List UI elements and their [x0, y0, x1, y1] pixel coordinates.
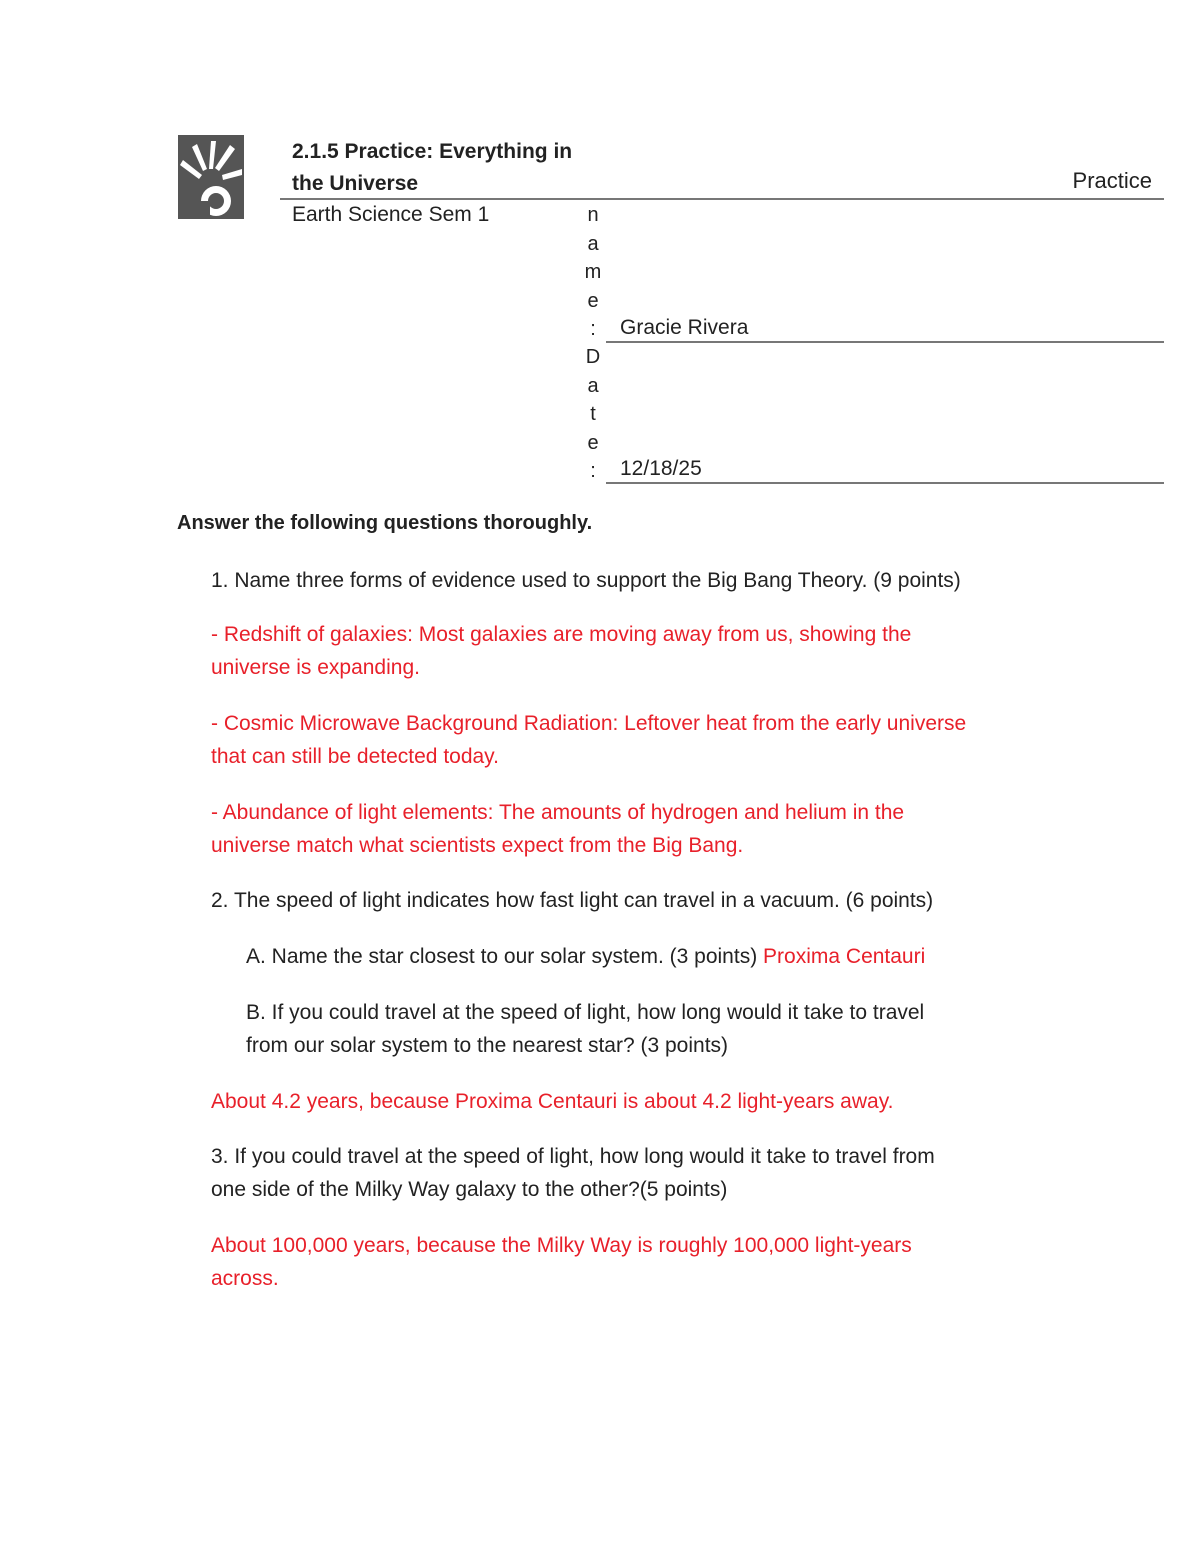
q1-answer-3: - Abundance of light elements: The amounts of hydrogen and helium in the universe match what scientists expect from the Big Bang. [211, 801, 905, 857]
page-title: 2.1.5 Practice: Everything in the Universe [292, 140, 573, 195]
question-2a: A. Name the star closest to our solar system. (3 points) Proxima Centauri [246, 945, 926, 968]
question-1: 1. Name three forms of evidence used to support the Big Bang Theory. (9 points) [211, 569, 961, 592]
question-2: 2. The speed of light indicates how fast light can travel in a vacuum. (6 points) [211, 889, 934, 912]
q1-answer-2: - Cosmic Microwave Background Radiation: Leftover heat from the early universe that can still be detected today. [211, 712, 967, 768]
date-label: D a t e : [585, 346, 601, 482]
question-2b: B. If you could travel at the speed of light, how long would it take to travel from our solar system to the nearest star? (3 points) [246, 1001, 925, 1057]
q1-answer-1: - Redshift of galaxies: Most galaxies are moving away from us, showing the universe is expanding. [211, 623, 912, 679]
publisher-logo-icon [178, 135, 244, 219]
course-name: Earth Science Sem 1 [292, 203, 490, 226]
date-value: 12/18/25 [620, 457, 702, 480]
question-3: 3. If you could travel at the speed of light, how long would it take to travel from one side of the Milky Way galaxy to the other?(5 points) [211, 1145, 935, 1201]
document-type-label: Practice [1072, 168, 1152, 193]
name-value: Gracie Rivera [620, 316, 749, 339]
name-label: n a m e : [584, 204, 602, 340]
date-underline [606, 482, 1164, 484]
q2b-answer: About 4.2 years, because Proxima Centauri is about 4.2 light-years away. [211, 1090, 894, 1113]
instructions: Answer the following questions thoroughly. [177, 512, 593, 534]
name-underline [606, 341, 1164, 343]
q3-answer: About 100,000 years, because the Milky Way is roughly 100,000 light-years across. [211, 1234, 912, 1290]
q2a-answer: Proxima Centauri [763, 945, 926, 968]
